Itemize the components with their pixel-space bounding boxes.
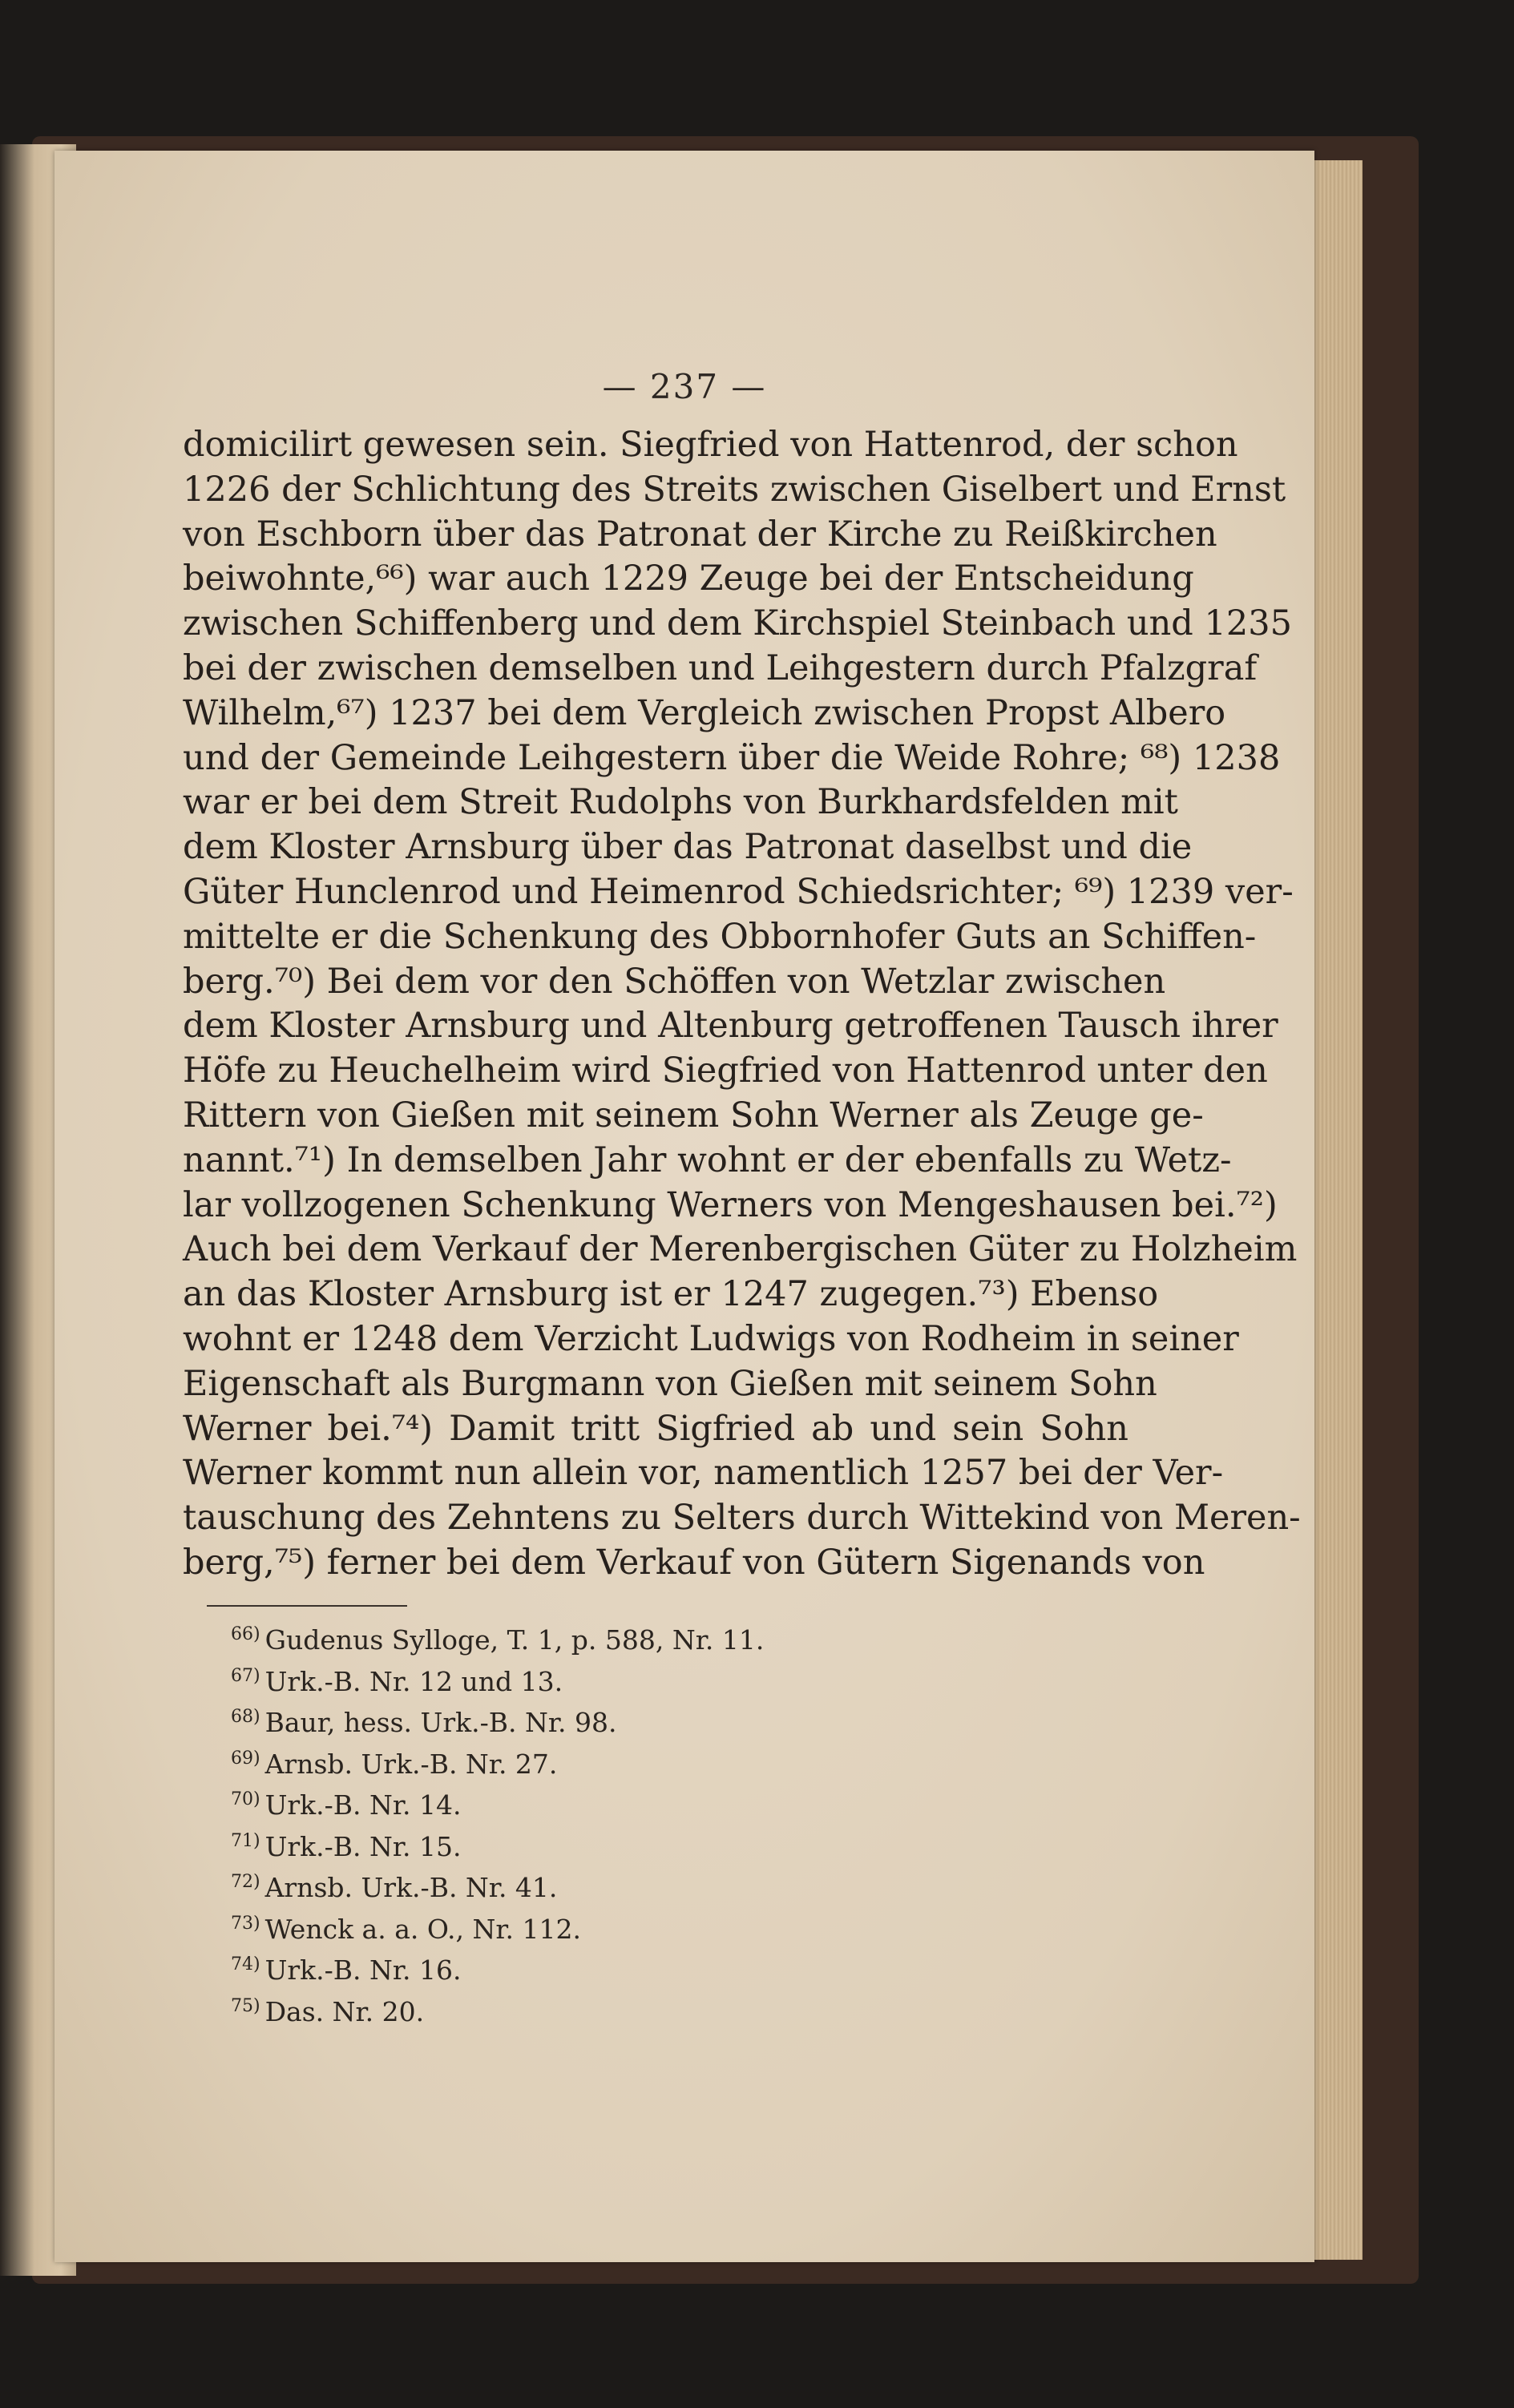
footnote-mark: 70) — [231, 1789, 260, 1809]
text-line: Eigenschaft als Burgmann von Gießen mit seinem Sohn — [183, 1363, 1157, 1404]
text-line: von Eschborn über das Patronat der Kirche zu Reißkirchen — [183, 514, 1217, 555]
text-line: Güter Hunclenrod und Heimenrod Schiedsrichter; ⁶⁹) 1239 ver- — [183, 871, 1294, 912]
footnotes — [231, 1617, 952, 2030]
text-line: Werner bei.⁷⁴) Damit tritt Sigfried ab und sein Sohn — [183, 1408, 1128, 1449]
footnote-mark: 74) — [231, 1954, 260, 1974]
footnote-text: Urk.-B. Nr. 16. — [264, 1954, 462, 1986]
footnote-mark: 69) — [231, 1748, 260, 1769]
text-line: nannt.⁷¹) In demselben Jahr wohnt er der ebenfalls zu Wetz- — [183, 1139, 1232, 1180]
text-line: tauschung des Zehntens zu Selters durch Wittekind von Meren- — [183, 1498, 1301, 1539]
page-stack-edge — [1306, 160, 1363, 2260]
footnote — [231, 1947, 952, 1989]
text-line: dem Kloster Arnsburg über das Patronat daselbst und die — [183, 827, 1193, 868]
footnote-mark: 68) — [231, 1707, 260, 1727]
footnote-mark: 72) — [231, 1872, 260, 1892]
footnote-text: Urk.-B. Nr. 14. — [264, 1789, 462, 1821]
footnote-divider — [207, 1605, 407, 1607]
text-line: mittelte er die Schenkung des Obbornhofer Guts an Schiffen- — [183, 916, 1257, 957]
text-line: und der Gemeinde Leihgestern über die Weide Rohre; ⁶⁸) 1238 — [183, 737, 1281, 778]
text-line: beiwohnte,⁶⁶) war auch 1229 Zeuge bei der Entscheidung — [183, 559, 1194, 599]
book-page — [55, 151, 1314, 2262]
footnote-text: Das. Nr. 20. — [264, 1995, 425, 2027]
footnote — [231, 1989, 952, 2031]
text-line: domicilirt gewesen sein. Siegfried von Hattenrod, der schon — [183, 425, 1238, 465]
text-line: wohnt er 1248 dem Verzicht Ludwigs von Rodheim in seiner — [183, 1318, 1239, 1359]
page-number: — 237 — — [602, 367, 767, 406]
footnote-text: Arnsb. Urk.-B. Nr. 41. — [264, 1872, 558, 1903]
text-line: bei der zwischen demselben und Leihgestern durch Pfalzgraf — [183, 647, 1258, 688]
footnote-text: Arnsb. Urk.-B. Nr. 27. — [264, 1748, 558, 1780]
footnote-text: Wenck a. a. O., Nr. 112. — [264, 1913, 581, 1945]
text-line: war er bei dem Streit Rudolphs von Burkhardsfelden mit — [183, 782, 1178, 823]
footnote — [231, 1741, 952, 1783]
text-line: Rittern von Gießen mit seinem Sohn Werner als Zeuge ge- — [183, 1095, 1204, 1135]
footnote-text: Gudenus Sylloge, T. 1, p. 588, Nr. 11. — [264, 1624, 765, 1656]
text-line: berg,⁷⁵) ferner bei dem Verkauf von Gütern Sigenands von — [183, 1542, 1205, 1583]
footnote — [231, 1659, 952, 1700]
footnote — [231, 1824, 952, 1865]
text-line: Werner kommt nun allein vor, namentlich 1257 bei der Ver- — [183, 1453, 1224, 1494]
footnote-mark: 67) — [231, 1665, 260, 1686]
footnote-mark: 73) — [231, 1913, 260, 1934]
text-line: lar vollzogenen Schenkung Werners von Mengeshausen bei.⁷²) — [183, 1184, 1278, 1225]
body-text — [183, 423, 1301, 1586]
footnote — [231, 1782, 952, 1824]
footnote-mark: 71) — [231, 1830, 260, 1851]
footnote-text: Urk.-B. Nr. 15. — [264, 1830, 462, 1862]
text-line: Auch bei dem Verkauf der Merenbergischen Güter zu Holzheim — [183, 1229, 1298, 1270]
footnote — [231, 1700, 952, 1741]
text-line: Wilhelm,⁶⁷) 1237 bei dem Vergleich zwischen Propst Albero — [183, 692, 1226, 733]
text-line: an das Kloster Arnsburg ist er 1247 zugegen.⁷³) Ebenso — [183, 1274, 1159, 1315]
footnote — [231, 1906, 952, 1948]
footnote-text: Urk.-B. Nr. 12 und 13. — [264, 1665, 563, 1697]
text-line: Höfe zu Heuchelheim wird Siegfried von Hattenrod unter den — [183, 1051, 1268, 1091]
footnote-text: Baur, hess. Urk.-B. Nr. 98. — [264, 1707, 617, 1738]
text-line: zwischen Schiffenberg und dem Kirchspiel Steinbach und 1235 — [183, 603, 1292, 644]
footnote-mark: 75) — [231, 1995, 260, 2016]
footnote — [231, 1865, 952, 1906]
text-line: berg.⁷⁰) Bei dem vor den Schöffen von Wetzlar zwischen — [183, 961, 1166, 1002]
text-line: dem Kloster Arnsburg und Altenburg getroffenen Tausch ihrer — [183, 1006, 1278, 1047]
footnote — [231, 1617, 952, 1659]
text-line: 1226 der Schlichtung des Streits zwischen Giselbert und Ernst — [183, 469, 1286, 510]
footnote-mark: 66) — [231, 1624, 260, 1644]
